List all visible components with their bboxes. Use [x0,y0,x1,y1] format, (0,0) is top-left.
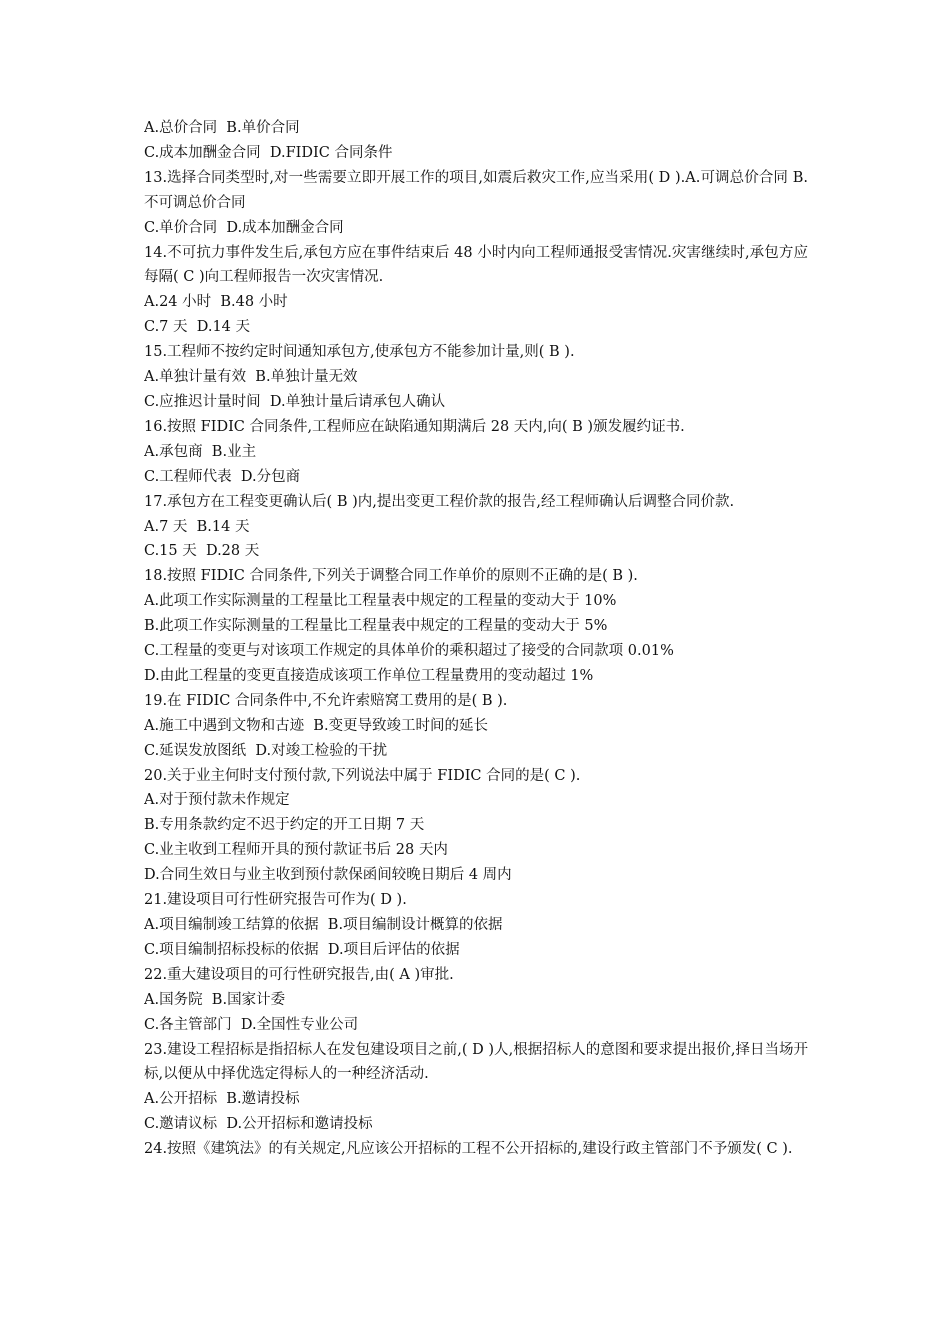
text-line: 18.按照 FIDIC 合同条件,下列关于调整合同工作单价的原则不正确的是( B ). [144,568,638,585]
text-line: 24.按照《建筑法》的有关规定,凡应该公开招标的工程不公开招标的,建设行政主管部门不予颁发( C ). [144,1141,793,1158]
text-line: C.成本加酬金合同 D.FIDIC 合同条件 [144,144,393,161]
text-line: C.7 天 D.14 天 [144,319,251,336]
text-line: A.承包商 B.业主 [144,443,257,460]
document-page [144,116,808,1162]
text-line: C.工程师代表 D.分包商 [144,468,301,485]
text-line: C.邀请议标 D.公开招标和邀请投标 [144,1116,373,1133]
text-line: A.施工中遇到文物和古迹 B.变更导致竣工时间的延长 [144,717,489,734]
text-line: C.延误发放图纸 D.对竣工检验的干扰 [144,742,388,759]
text-line: A.此项工作实际测量的工程量比工程量表中规定的工程量的变动大于 10% [144,593,617,610]
text-line: 20.关于业主何时支付预付款,下列说法中属于 FIDIC 合同的是( C ). [144,767,581,784]
text-line: A.对于预付款未作规定 [144,792,290,809]
text-line: C.业主收到工程师开具的预付款证书后 28 天内 [144,842,448,859]
text-line: C.项目编制招标投标的依据 D.项目后评估的依据 [144,941,460,958]
text-line: B.专用条款约定不迟于约定的开工日期 7 天 [144,817,425,834]
text-line: 23.建设工程招标是指招标人在发包建设项目之前,( D )人,根据招标人的意图和要求提出报价,择日当场开标,以便从中择优选定得标人的一种经济活动. [144,1041,808,1083]
text-line: C.各主管部门 D.全国性专业公司 [144,1016,359,1033]
text-line: C.单价合同 D.成本加酬金合同 [144,219,344,236]
text-line: C.工程量的变更与对该项工作规定的具体单价的乘积超过了接受的合同款项 0.01% [144,643,674,660]
text-line: 14.不可抗力事件发生后,承包方应在事件结束后 48 小时内向工程师通报受害情况.灾害继续时,承包方应每隔( C )向工程师报告一次灾害情况. [144,244,808,286]
text-line: D.由此工程量的变更直接造成该项工作单位工程量费用的变动超过 1% [144,667,594,684]
text-line: A.公开招标 B.邀请投标 [144,1091,300,1108]
text-line: A.单独计量有效 B.单独计量无效 [144,369,358,386]
text-line: A.7 天 B.14 天 [144,518,250,535]
text-line: A.国务院 B.国家计委 [144,991,286,1008]
text-line: A.24 小时 B.48 小时 [144,294,288,311]
text-line: 13.选择合同类型时,对一些需要立即开展工作的项目,如震后救灾工作,应当采用( D ).A.可调总价合同 B.不可调总价合同 [144,169,808,211]
text-line: 19.在 FIDIC 合同条件中,不允许索赔窝工费用的是( B ). [144,692,508,709]
text-line: C.15 天 D.28 天 [144,543,260,560]
text-line: A.总价合同 B.单价合同 [144,120,300,136]
text-line: 21.建设项目可行性研究报告可作为( D ). [144,892,407,909]
text-line: 22.重大建设项目的可行性研究报告,由( A )审批. [144,966,454,983]
text-line: B.此项工作实际测量的工程量比工程量表中规定的工程量的变动大于 5% [144,618,608,635]
text-line: C.应推迟计量时间 D.单独计量后请承包人确认 [144,393,446,410]
text-line: D.合同生效日与业主收到预付款保函间较晚日期后 4 周内 [144,867,512,884]
text-line: 15.工程师不按约定时间通知承包方,使承包方不能参加计量,则( B ). [144,344,575,361]
text-line: 16.按照 FIDIC 合同条件,工程师应在缺陷通知期满后 28 天内,向( B )颁发履约证书. [144,418,685,435]
text-line: 17.承包方在工程变更确认后( B )内,提出变更工程价款的报告,经工程师确认后调整合同价款. [144,493,735,510]
text-line: A.项目编制竣工结算的依据 B.项目编制设计概算的依据 [144,917,503,933]
